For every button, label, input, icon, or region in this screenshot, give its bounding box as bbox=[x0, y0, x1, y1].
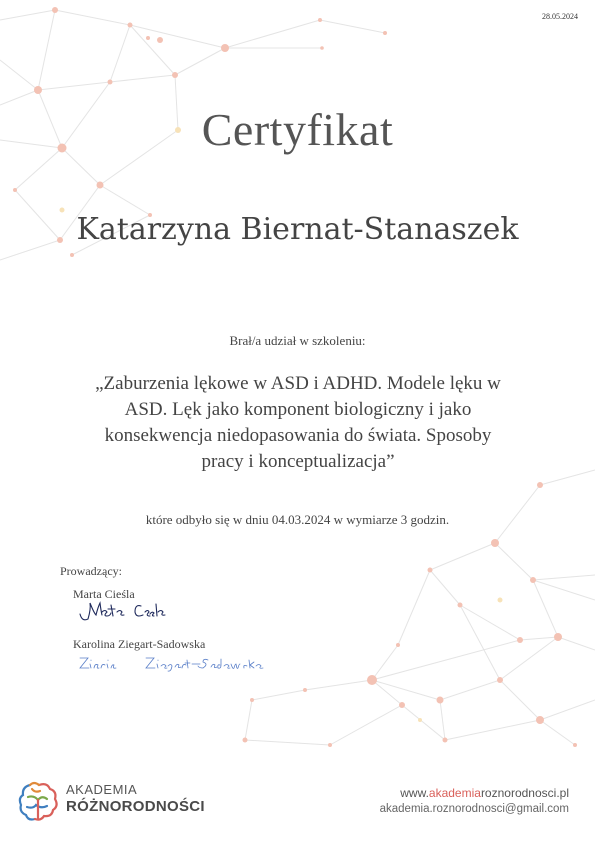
course-title-line: konsekwencja niedopasowania do świata. Sposoby bbox=[104, 425, 492, 446]
email-address[interactable]: akademia.roznorodnosci@gmail.com bbox=[379, 803, 569, 815]
participation-statement: Brał/a udział w szkoleniu: bbox=[229, 333, 366, 348]
course-title-line: „Zaburzenia lękowe w ASD i ADHD. Modele lęku w bbox=[95, 373, 501, 394]
akademia-roznorodnosci-logo bbox=[18, 779, 205, 829]
course-title-line: ASD. Lęk jako komponent biologiczny i jako bbox=[124, 399, 472, 420]
website-main: roznorodnosci bbox=[480, 786, 557, 800]
recipient-name: Katarzyna Biernat-Stanaszek bbox=[76, 212, 519, 247]
logo-text-akademia: AKADEMIA bbox=[66, 782, 138, 797]
leader-name: Karolina Ziegart-Sadowska bbox=[73, 637, 206, 651]
contact-info bbox=[380, 786, 569, 815]
brain-logo-icon bbox=[18, 779, 60, 827]
website-accent: akademia bbox=[428, 786, 481, 800]
course-title bbox=[82, 371, 514, 475]
training-date-line: które odbyło się w dniu 04.03.2024 w wymiarze 3 godzin. bbox=[145, 512, 450, 527]
website-suffix: .pl bbox=[556, 786, 569, 800]
website-prefix: www. bbox=[400, 786, 429, 800]
issue-date: 28.05.2024 bbox=[542, 12, 578, 21]
certificate-title: Certyfikat bbox=[201, 104, 394, 155]
website-link[interactable] bbox=[380, 786, 569, 800]
leader-name: Marta Cieśla bbox=[73, 587, 135, 601]
leaders-label: Prowadzący: bbox=[60, 564, 122, 578]
logo-text-roznorodnosci: RÓŻNORODNOŚCI bbox=[66, 798, 205, 815]
course-title-line: pracy i konceptualizacja” bbox=[201, 451, 395, 472]
